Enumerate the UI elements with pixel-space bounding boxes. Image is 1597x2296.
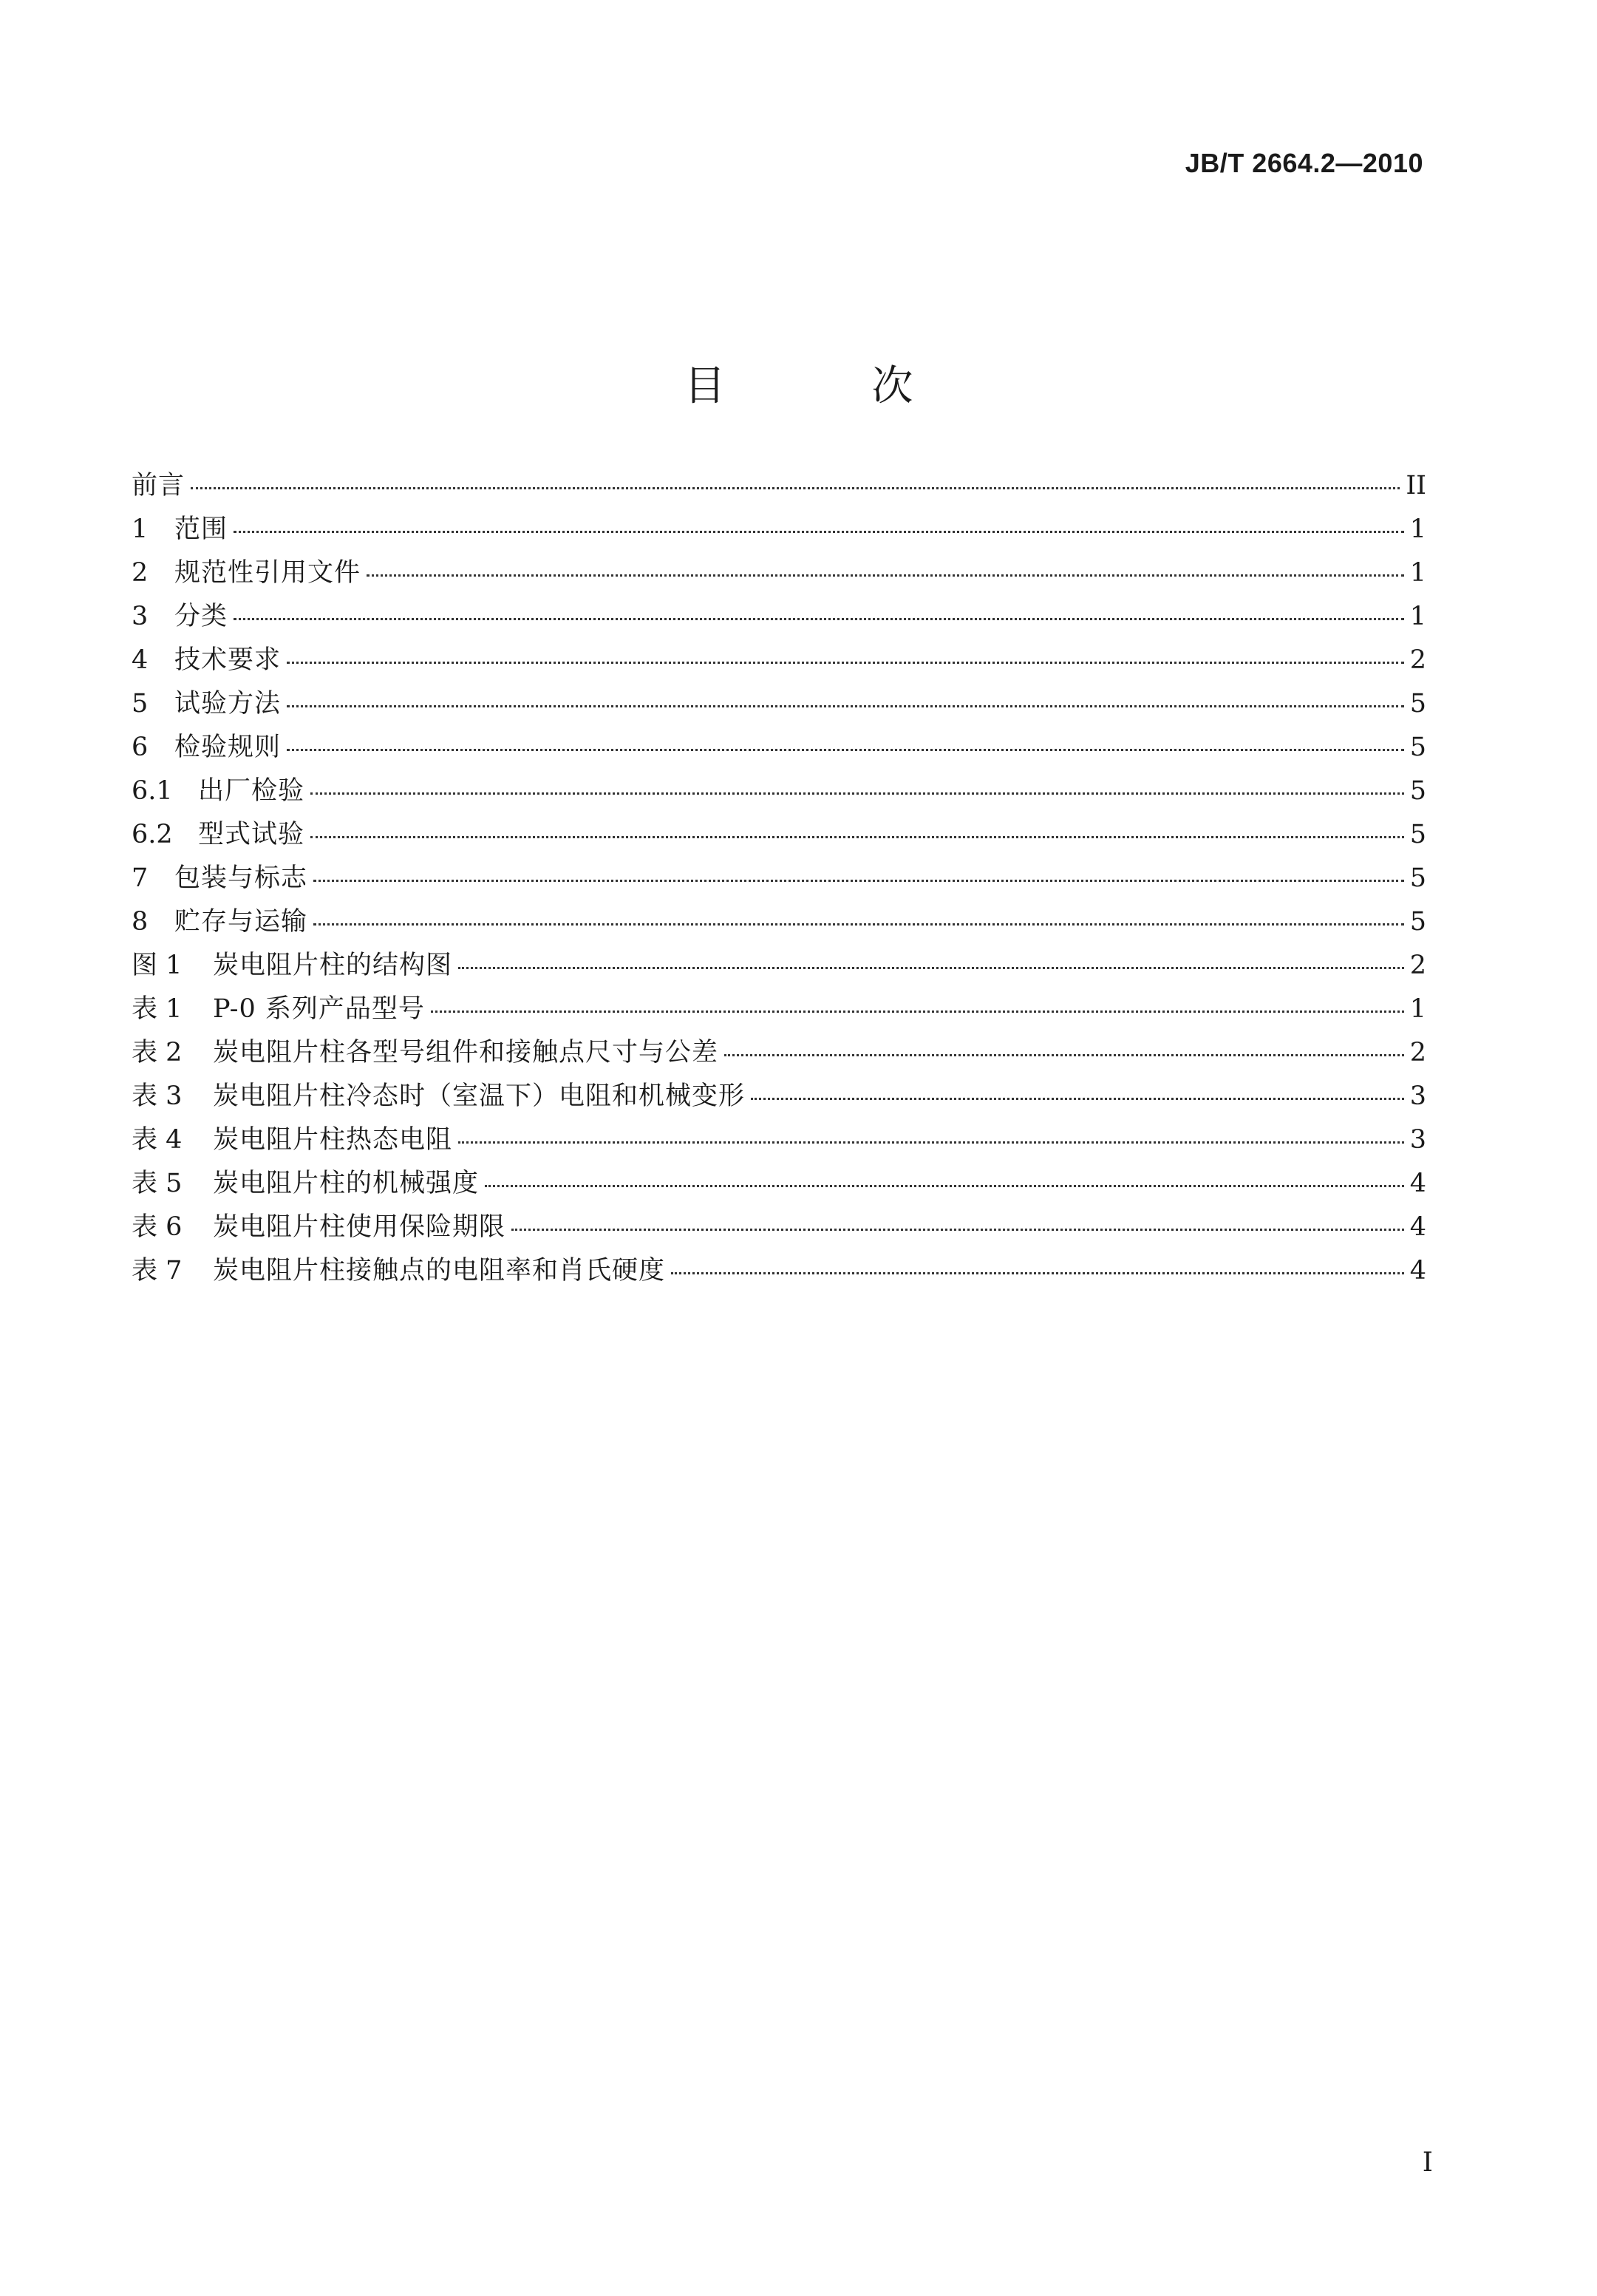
toc-entry[interactable] — [132, 944, 1426, 988]
toc-entry-page: 1 — [1409, 994, 1426, 1024]
toc-entry-page: 1 — [1409, 514, 1426, 544]
toc-entry-label: 检验规则 — [174, 733, 282, 762]
toc-entry[interactable] — [132, 770, 1426, 813]
toc-entry-page: 2 — [1409, 1038, 1426, 1067]
toc-entry[interactable] — [132, 595, 1426, 639]
toc-entry-label: 炭电阻片柱的机械强度 — [213, 1169, 480, 1198]
page-number: I — [1422, 2147, 1433, 2178]
toc-entry[interactable] — [132, 1206, 1426, 1249]
toc-entry-label: P-0 系列产品型号 — [213, 994, 425, 1024]
toc-entry-label: 分类 — [174, 602, 228, 631]
dot-leader — [313, 923, 1404, 925]
toc-entry[interactable] — [132, 1118, 1426, 1162]
toc-entry[interactable] — [132, 682, 1426, 726]
toc-entry-page: 5 — [1409, 776, 1426, 806]
toc-entry-page: 5 — [1409, 820, 1426, 849]
toc-entry-label: 前言 — [132, 471, 185, 500]
dot-leader — [431, 1011, 1404, 1013]
toc-entry-label: 炭电阻片柱的结构图 — [213, 951, 453, 980]
toc-entry[interactable] — [132, 1031, 1426, 1075]
toc-entry[interactable] — [132, 726, 1426, 770]
toc-entry-label: 技术要求 — [174, 645, 282, 675]
toc-entry-number: 1 — [132, 514, 149, 544]
toc-entry-number: 表 1 — [132, 994, 183, 1024]
dot-leader — [485, 1185, 1404, 1187]
toc-entry-page: 3 — [1409, 1125, 1426, 1155]
dot-leader — [511, 1229, 1404, 1231]
toc-entry[interactable] — [132, 508, 1426, 551]
toc-entry-label: 范围 — [174, 514, 228, 544]
toc-entry-label: 包装与标志 — [174, 863, 308, 893]
toc-entry-label: 炭电阻片柱热态电阻 — [213, 1125, 453, 1155]
toc-entry-page: 4 — [1409, 1212, 1426, 1242]
toc-entry-page: 2 — [1409, 645, 1426, 675]
toc-entry-label: 型式试验 — [198, 820, 305, 849]
toc-entry[interactable] — [132, 988, 1426, 1031]
dot-leader — [310, 792, 1404, 795]
toc-entry-label: 出厂检验 — [198, 776, 305, 806]
toc-entry-page: 4 — [1409, 1256, 1426, 1285]
dot-leader — [287, 749, 1404, 751]
dot-leader — [234, 618, 1404, 620]
toc-entry-label: 炭电阻片柱各型号组件和接触点尺寸与公差 — [213, 1038, 719, 1067]
toc-entry-number: 6 — [132, 733, 149, 762]
toc-entry[interactable] — [132, 813, 1426, 857]
toc-entry-number: 表 7 — [132, 1256, 183, 1285]
toc-entry-label: 规范性引用文件 — [174, 558, 361, 588]
toc-entry-page: 5 — [1409, 907, 1426, 937]
toc-entry-page: 1 — [1409, 558, 1426, 588]
toc-entry-page: 5 — [1409, 733, 1426, 762]
toc-entry-page: 1 — [1409, 602, 1426, 631]
toc-entry[interactable] — [132, 1162, 1426, 1206]
toc-entry-number: 6.1 — [132, 776, 173, 806]
toc-entry[interactable] — [132, 639, 1426, 682]
toc-entry-page: II — [1406, 471, 1426, 500]
toc-entry-label: 炭电阻片柱接触点的电阻率和肖氏硬度 — [213, 1256, 666, 1285]
toc-entry-number: 表 5 — [132, 1169, 183, 1198]
dot-leader — [313, 880, 1404, 882]
toc-entry[interactable] — [132, 857, 1426, 900]
page-title: 目 次 — [684, 361, 980, 410]
toc-entry-number: 6.2 — [132, 820, 173, 849]
toc-entry[interactable] — [132, 900, 1426, 944]
toc-entry-number: 4 — [132, 645, 149, 675]
dot-leader — [458, 1141, 1404, 1144]
toc-entry-number: 5 — [132, 689, 149, 719]
toc-entry-number: 图 1 — [132, 951, 183, 980]
toc-entry-label: 炭电阻片柱使用保险期限 — [213, 1212, 506, 1242]
toc-entry[interactable] — [132, 1249, 1426, 1293]
toc-entry-number: 8 — [132, 907, 149, 937]
dot-leader — [751, 1098, 1404, 1100]
dot-leader — [191, 487, 1400, 489]
toc-entry[interactable] — [132, 551, 1426, 595]
toc-entry[interactable] — [132, 464, 1426, 508]
dot-leader — [287, 705, 1404, 707]
dot-leader — [367, 574, 1404, 577]
toc-entry-number: 表 3 — [132, 1081, 183, 1111]
toc-entry-number: 7 — [132, 863, 149, 893]
toc-entry-label: 炭电阻片柱冷态时（室温下）电阻和机械变形 — [213, 1081, 746, 1111]
toc-entry-page: 2 — [1409, 951, 1426, 980]
toc-entry-number: 3 — [132, 602, 149, 631]
table-of-contents — [132, 464, 1426, 1293]
toc-entry-number: 表 6 — [132, 1212, 183, 1242]
toc-entry-number: 表 4 — [132, 1125, 183, 1155]
toc-entry-page: 3 — [1409, 1081, 1426, 1111]
toc-entry-page: 5 — [1409, 863, 1426, 893]
dot-leader — [287, 662, 1404, 664]
toc-entry-label: 贮存与运输 — [174, 907, 308, 937]
toc-entry-label: 试验方法 — [174, 689, 282, 719]
toc-entry[interactable] — [132, 1075, 1426, 1118]
standard-number: JB/T 2664.2—2010 — [1185, 148, 1423, 178]
toc-entry-number: 表 2 — [132, 1038, 183, 1067]
dot-leader — [234, 531, 1404, 533]
toc-entry-page: 4 — [1409, 1169, 1426, 1198]
toc-entry-page: 5 — [1409, 689, 1426, 719]
dot-leader — [671, 1272, 1404, 1274]
dot-leader — [310, 836, 1404, 838]
dot-leader — [458, 967, 1404, 969]
dot-leader — [724, 1054, 1404, 1056]
toc-entry-number: 2 — [132, 558, 149, 588]
